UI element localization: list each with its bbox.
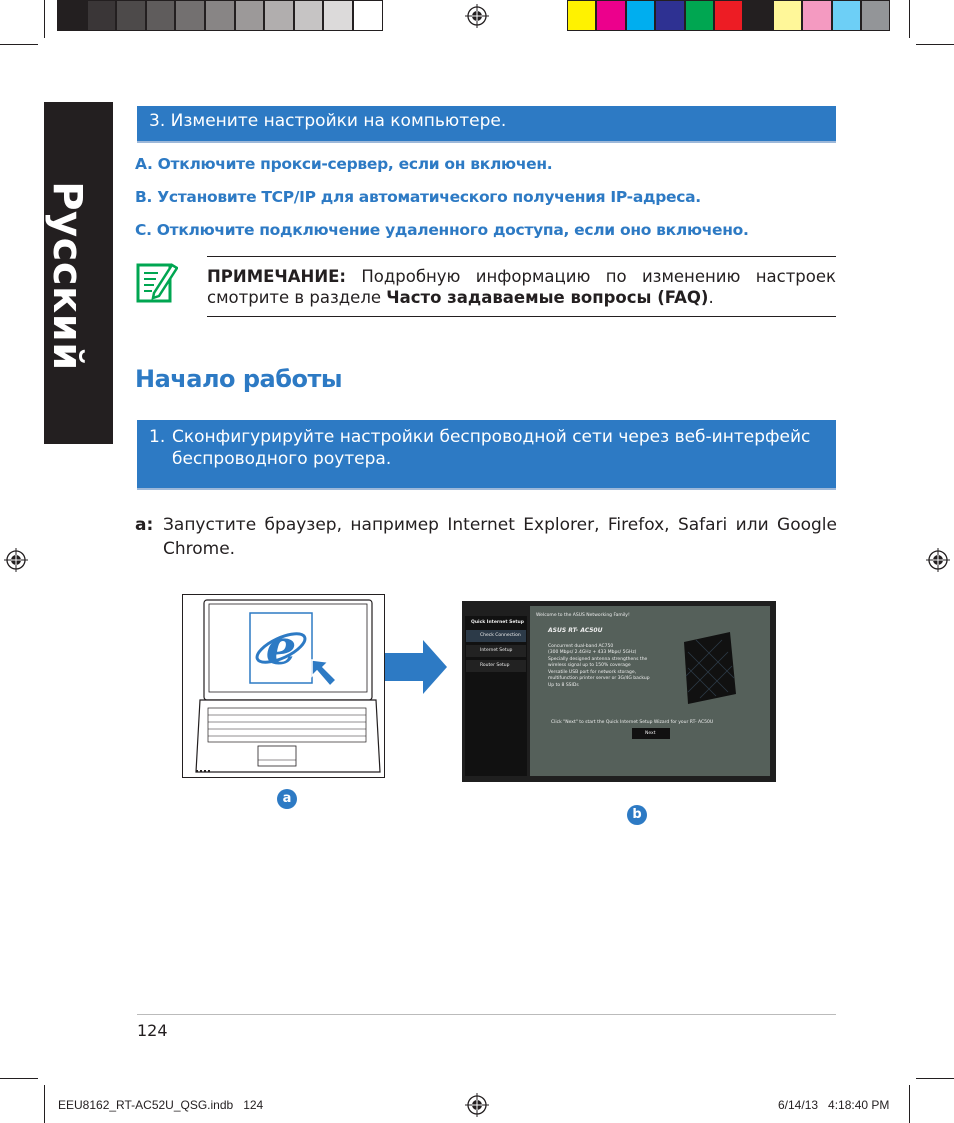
step3-label: 3. Измените настройки на компьютере.	[149, 111, 507, 131]
registration-mark-icon	[4, 548, 28, 572]
color-swatch	[567, 0, 596, 31]
note-text-before: Подробную информацию по изменению настроек смотрите в разделе	[207, 267, 836, 307]
internet-explorer-icon	[249, 612, 313, 684]
color-swatch	[57, 0, 87, 31]
color-swatch	[116, 0, 146, 31]
crop-mark	[0, 44, 38, 45]
router-ui-bullet: Concurrent dual-band AC750	[548, 644, 614, 649]
registration-mark-icon	[465, 1093, 489, 1117]
grey-color-bar	[57, 0, 383, 31]
color-swatch	[743, 0, 772, 31]
color-swatch	[802, 0, 831, 31]
router-ui-bullet: Up to 8 SSIDs	[548, 683, 579, 688]
router-ui-bullet: Versatile USB port for network storage,	[548, 670, 637, 675]
color-swatch	[235, 0, 265, 31]
router-ui-sidebar-item[interactable]	[466, 630, 526, 642]
substep-b: B. Установите TCP/IP для автоматического получения IP-адреса.	[135, 188, 701, 206]
page-number: 124	[137, 1021, 168, 1040]
router-ui-sidebar	[465, 616, 527, 776]
step3-banner	[137, 106, 836, 143]
slug-filename: EEU8162_RT-AC52U_QSG.indb 124	[58, 1098, 264, 1112]
step1-banner	[137, 420, 836, 490]
footer-rule	[137, 1014, 836, 1015]
color-swatch	[264, 0, 294, 31]
note-faq-reference: Часто задаваемые вопросы (FAQ)	[386, 288, 709, 307]
router-ui-sidebar-item[interactable]	[466, 660, 526, 672]
router-ui-next-label: Next	[645, 731, 656, 736]
color-swatch	[596, 0, 625, 31]
process-color-bar	[567, 0, 890, 31]
step1-number: 1.	[149, 427, 166, 447]
color-swatch	[205, 0, 235, 31]
svg-text:e: e	[265, 620, 297, 676]
note-label: ПРИМЕЧАНИЕ:	[207, 267, 346, 286]
color-swatch	[832, 0, 861, 31]
router-ui-main	[530, 606, 770, 776]
color-swatch	[655, 0, 684, 31]
registration-mark-icon	[465, 4, 489, 28]
step-a-label: a:	[135, 515, 154, 535]
note-text-after: .	[708, 288, 714, 307]
step-a-paragraph	[135, 513, 837, 561]
language-side-tab-label-wrap	[34, 130, 100, 422]
router-ui-header: Welcome to the ASUS Networking Family!	[536, 613, 630, 618]
router-ui-sidebar-item-label: Router Setup	[480, 663, 510, 668]
color-swatch	[685, 0, 714, 31]
router-ui-bullet: Specially designed antenna strengthens the	[548, 657, 648, 662]
color-swatch	[353, 0, 383, 31]
language-side-tab-label: Русский	[44, 181, 91, 371]
registration-mark-icon	[926, 548, 950, 572]
crop-mark	[44, 1085, 45, 1123]
color-swatch	[773, 0, 802, 31]
color-swatch	[323, 0, 353, 31]
color-swatch	[294, 0, 324, 31]
router-product-image	[680, 632, 740, 704]
step1-text: Сконфигурируйте настройки беспроводной сети через веб-интерфейс беспроводного роутера.	[172, 427, 811, 469]
color-swatch	[861, 0, 890, 31]
crop-mark	[0, 1078, 38, 1079]
router-ui-sidebar-item-label: Internet Setup	[480, 648, 513, 653]
note-block	[207, 256, 836, 317]
cursor-arrow-icon	[308, 656, 342, 690]
router-ui-bullet: wireless signal up to 150% coverage	[548, 663, 631, 668]
router-web-ui-screenshot	[462, 601, 776, 782]
router-ui-sidebar-item-label: Check Connection	[480, 633, 521, 638]
color-swatch	[626, 0, 655, 31]
router-ui-footer-text: Click "Next" to start the Quick Internet Setup Wizard for your RT- AC50U	[551, 720, 714, 725]
step-a-text: Запустите браузер, например Internet Explorer, Firefox, Safari или Google Chrome.	[163, 515, 837, 559]
crop-mark	[44, 0, 45, 38]
figure-badge-b: b	[627, 805, 647, 825]
note-pencil-icon	[136, 259, 178, 305]
crop-mark	[909, 1085, 910, 1123]
crop-mark	[916, 44, 954, 45]
crop-mark	[916, 1078, 954, 1079]
color-swatch	[175, 0, 205, 31]
router-ui-sidebar-title: Quick Internet Setup	[471, 620, 524, 625]
color-swatch	[714, 0, 743, 31]
color-swatch	[87, 0, 117, 31]
substep-c: C. Отключите подключение удаленного доступа, если оно включено.	[135, 221, 749, 239]
router-ui-sidebar-item[interactable]	[466, 645, 526, 657]
crop-mark	[909, 0, 910, 38]
right-arrow-icon	[385, 640, 449, 694]
router-ui-model: ASUS RT- AC50U	[548, 627, 603, 634]
slug-datetime: 6/14/13 4:18:40 PM	[778, 1098, 890, 1112]
figure-badge-a: a	[277, 789, 297, 809]
substep-a: A. Отключите прокси-сервер, если он включен.	[135, 155, 553, 173]
router-ui-next-button[interactable]	[632, 728, 670, 739]
router-ui-bullet: multifunction printer server or 3G/4G backup	[548, 676, 650, 681]
router-ui-bullet: (300 Mbps/ 2.4GHz + 433 Mbps/ 5GHz)	[548, 650, 637, 655]
color-swatch	[146, 0, 176, 31]
section-title: Начало работы	[135, 365, 343, 393]
